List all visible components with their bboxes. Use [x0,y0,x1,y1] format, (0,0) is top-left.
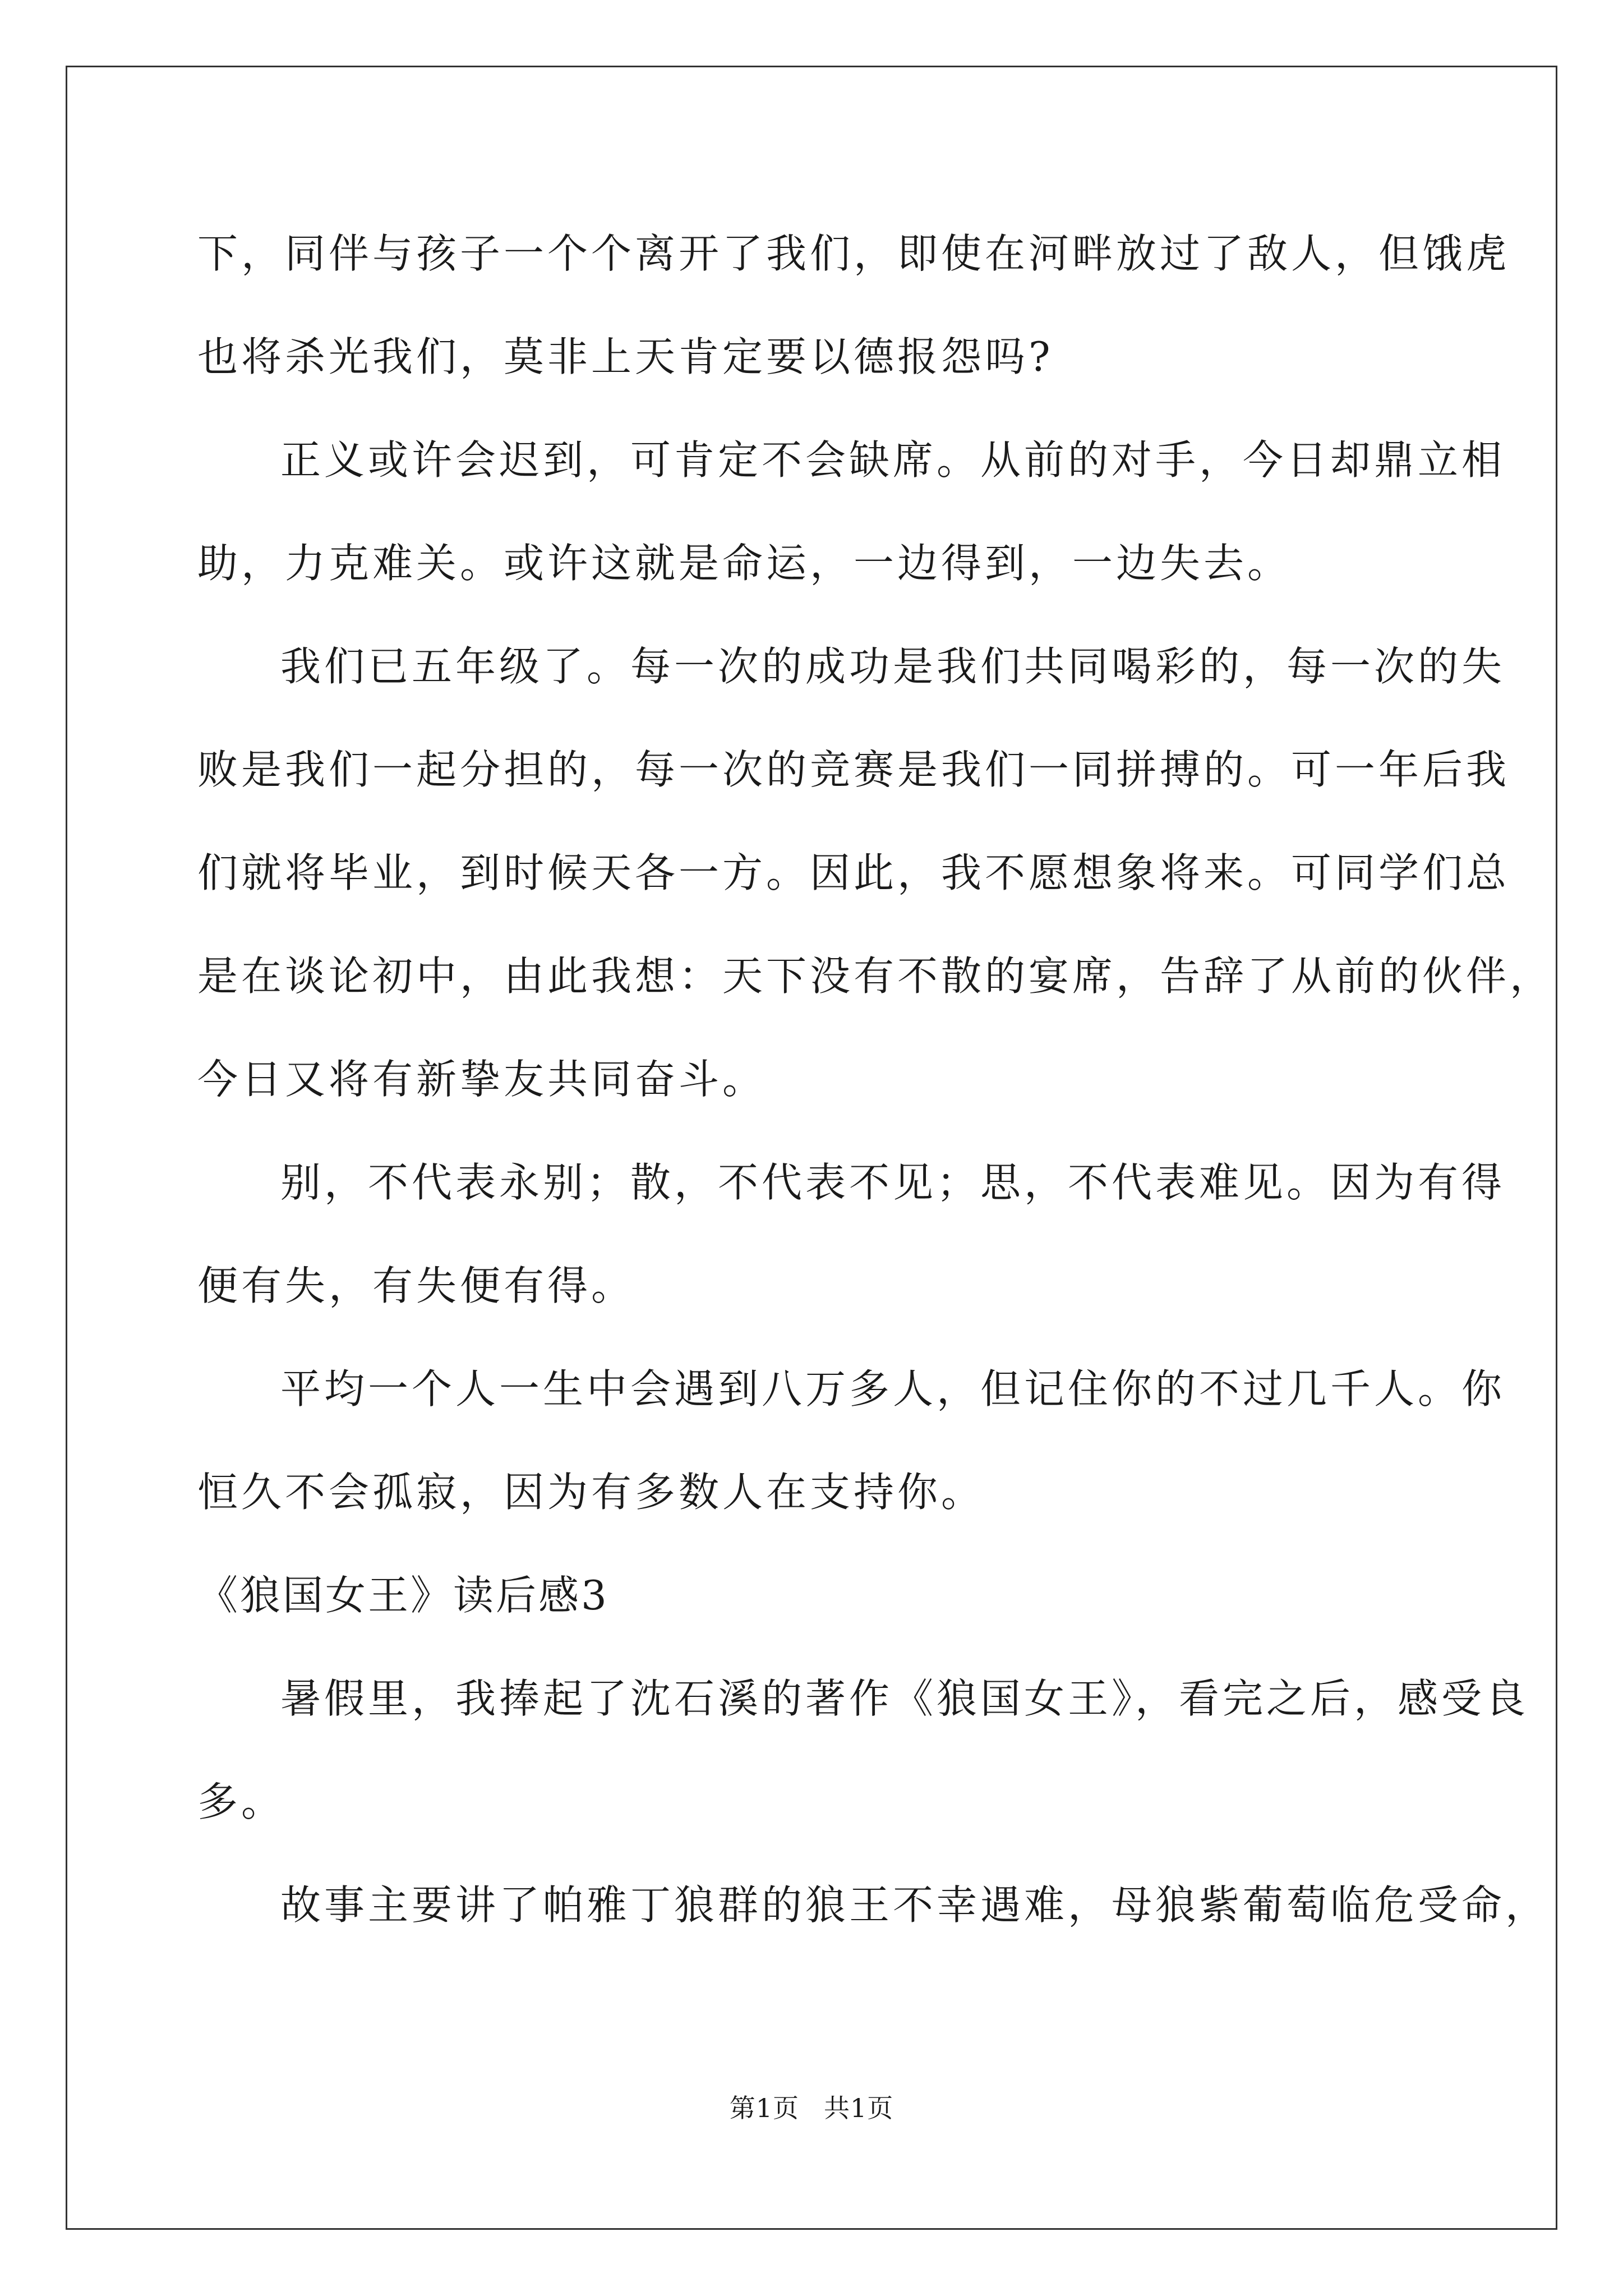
text-line-16: 多。 [197,1778,285,1825]
text-line-7: 们就将毕业，到时候天各一方。因此，我不愿想象将来。可同学们总 [197,849,1510,896]
text-line-10: 别，不代表永别；散，不代表不见；思，不代表难见。因为有得 [280,1159,1506,1206]
text-line-1: 下，同伴与孩子一个个离开了我们，即使在河畔放过了敌人，但饿虎 [197,230,1510,277]
text-line-8: 是在谈论初中，由此我想：天下没有不散的宴席，告辞了从前的伙伴， [197,953,1554,1000]
text-line-3: 正义或许会迟到，可肯定不会缺席。从前的对手，今日却鼎立相 [280,436,1506,484]
text-line-9: 今日又将有新挚友共同奋斗。 [197,1056,767,1103]
text-line-12: 平均一个人一生中会遇到八万多人，但记住你的不过几千人。你 [280,1365,1506,1412]
text-line-5: 我们已五年级了。每一次的成功是我们共同喝彩的，每一次的失 [280,643,1506,690]
text-line-4: 助，力克难关。或许这就是命运，一边得到，一边失去。 [197,540,1292,587]
text-line-6: 败是我们一起分担的，每一次的竞赛是我们一同拼搏的。可一年后我 [197,746,1510,793]
page-total: 共1页 [824,2093,894,2123]
text-line-11: 便有失，有失便有得。 [197,1262,635,1309]
text-line-2: 也将杀光我们，莫非上天肯定要以德报怨吗? [197,333,1054,380]
text-line-15: 暑假里，我捧起了沈石溪的著作《狼国女王》，看完之后，感受良 [280,1675,1529,1722]
document-body [197,202,1554,1957]
page-number: 第1页 [729,2093,799,2123]
section-heading: 《狼国女王》读后感3 [197,1572,609,1619]
page-footer [0,2088,1623,2125]
text-line-13: 恒久不会孤寂，因为有多数人在支持你。 [197,1469,985,1516]
text-line-17: 故事主要讲了帕雅丁狼群的狼王不幸遇难，母狼紫葡萄临危受命， [280,1881,1550,1929]
